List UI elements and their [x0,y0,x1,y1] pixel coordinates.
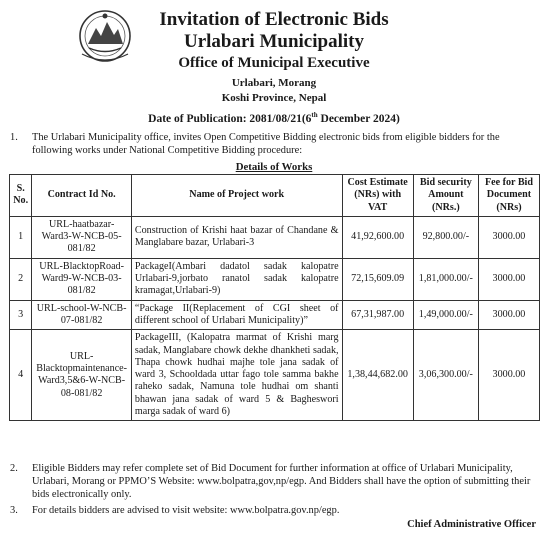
cell-sn: 3 [10,300,32,330]
cell-security: 1,49,000.00/- [413,300,478,330]
cell-fee: 3000.00 [478,216,539,258]
table-row [10,330,540,421]
cell-contract-id: URL-BlacktopRoad-Ward9-W-NCB-03-081/82 [32,258,132,300]
signature: Chief Administrative Officer [407,519,536,530]
paragraph-number: 1. [10,132,18,143]
cell-fee: 3000.00 [478,330,539,421]
cell-cost: 41,92,600.00 [342,216,413,258]
cell-cost: 72,15,609.09 [342,258,413,300]
cell-sn: 1 [10,216,32,258]
paragraph-text: For details bidders are advised to visit website: www.bolpatra.gov.np/egp. [32,505,340,516]
paragraph-text: The Urlabari Municipality office, invites Open Competitive Bidding electronic bids from eligible bidders for the following works under National Competitive Bidding procedure: [32,132,500,156]
paragraph-3 [10,504,540,517]
header-cost-estimate: Cost Estimate (NRs) with VAT [342,175,413,217]
cell-security: 1,81,000.00/- [413,258,478,300]
address-line-1: Urlabari, Morang [231,77,317,89]
cell-contract-id: URL-haatbazar-Ward3-W-NCB-05-081/82 [32,216,132,258]
header-project-name: Name of Project work [131,175,342,217]
cell-sn: 2 [10,258,32,300]
paragraph-number: 3. [10,505,18,516]
paragraph-number: 2. [10,463,18,474]
header-sn: S. No. [10,175,32,217]
cell-project-name: Construction of Krishi haat bazar of Chandane & Manglabare bazar, Urlabari-3 [131,216,342,258]
table-heading: Details of Works [235,161,313,173]
cell-project-name: PackageIII, (Kalopatra marmat of Krishi marg sadak, Manglabare chowk dekhe dhankheti sadak, Thapa chowk hudhai majhe tole jana sadak of ward 3, Schooldada uttar fago tole samma bakhe raheko sadak, Namuna tole hudhai om shanti bhawan jana sadak of ward 5 & Bagheswori marga sadak of ward 6) [131,330,342,421]
paragraph-text: Eligible Bidders may refer complete set of Bid Document for further information at office of Urlabari Municipality, Urlabari, Morang or PPMO’S Website: www.bolpatra,gov,np/egp. And Bidders shall have the option of submitting their bids electronically only. [32,463,531,500]
cell-cost: 67,31,987.00 [342,300,413,330]
header-bid-security: Bid security Amount (NRs.) [413,175,478,217]
works-table [9,174,540,421]
header-contract-id: Contract Id No. [32,175,132,217]
table-row [10,258,540,300]
notice-title: Invitation of Electronic Bids [159,9,389,30]
paragraph-1 [10,131,540,157]
paragraph-2 [10,462,540,501]
table-header-row [10,175,540,217]
cell-fee: 3000.00 [478,300,539,330]
municipality-name: Urlabari Municipality [184,31,364,52]
publication-date: Date of Publication: 2081/08/21(6th December 2024) [148,111,400,125]
table-row [10,216,540,258]
cell-sn: 4 [10,330,32,421]
cell-project-name: “Package II(Replacement of CGI sheet of different school of Urlabari Municipality)” [131,300,342,330]
cell-cost: 1,38,44,682.00 [342,330,413,421]
header-bid-fee: Fee for Bid Document (NRs) [478,175,539,217]
cell-security: 92,800.00/- [413,216,478,258]
cell-fee: 3000.00 [478,258,539,300]
table-row [10,300,540,330]
cell-project-name: PackageI(Ambari dadatol sadak kalopatre Urlabari-9,jorbato ranatol sadak kalopatre kramagat,Urlabari-9) [131,258,342,300]
cell-security: 3,06,300.00/- [413,330,478,421]
office-name: Office of Municipal Executive [178,55,370,71]
cell-contract-id: URL-school-W-NCB-07-081/82 [32,300,132,330]
address-line-2: Koshi Province, Nepal [221,92,327,104]
cell-contract-id: URL-Blacktopmaintenance-Ward3,5&6-W-NCB-08-081/82 [32,330,132,421]
